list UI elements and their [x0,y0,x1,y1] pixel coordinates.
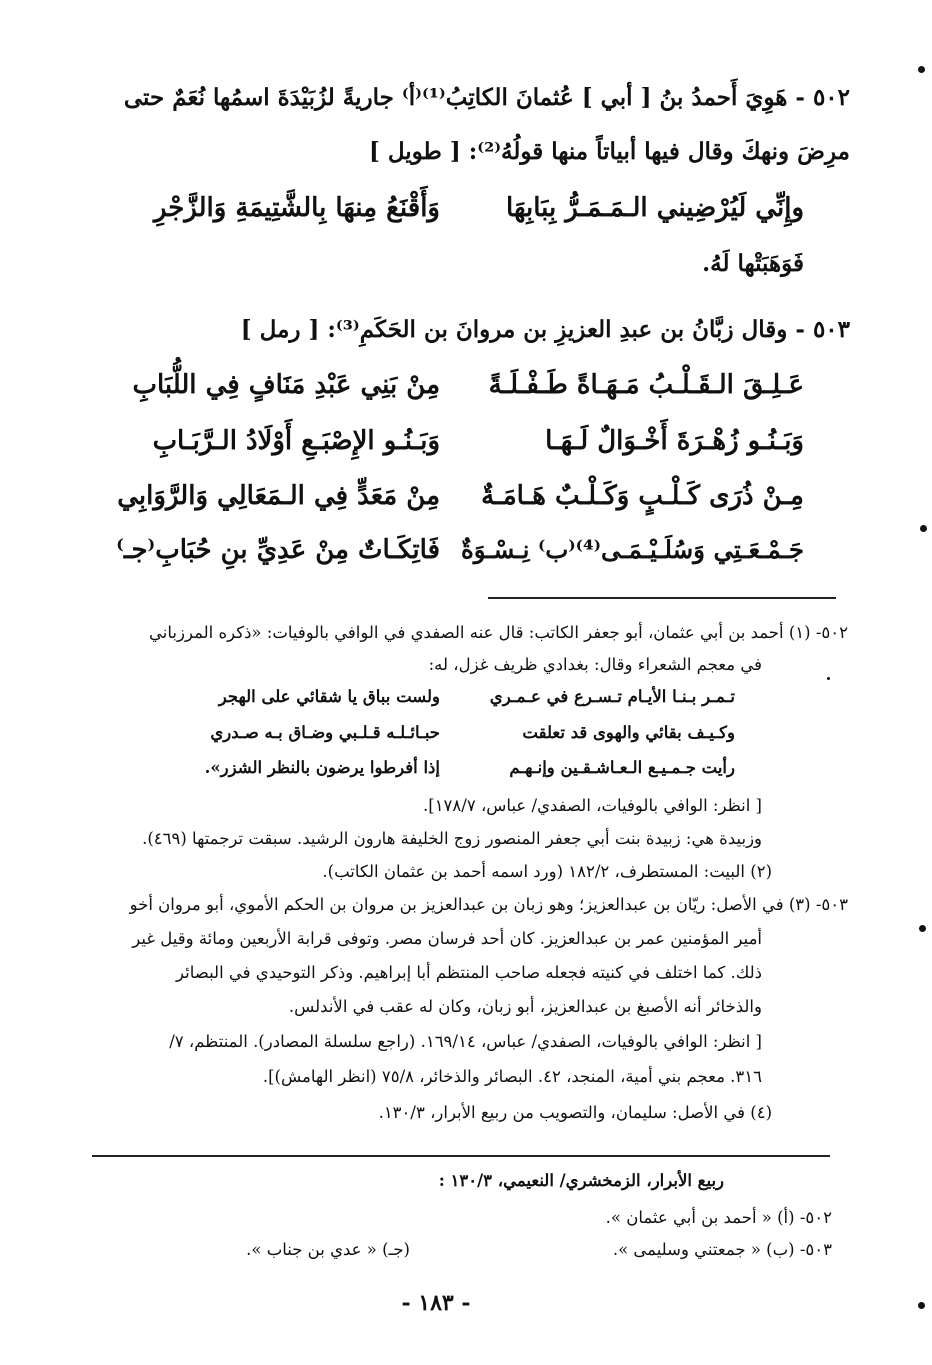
variant-503-b: ٥٠٣- (ب) « جمعتني وسليمى ». [612,1240,832,1259]
footnote-503-3-line-3: ذلك. كما اختلف في كنيته فجعله صاحب المنتظم أبا إبراهيم. وذكر التوحيدي في البصائر [176,963,762,982]
verse-503-4-first: جَـمْـعَـتِي وَسُلَـيْـمَـى⁽⁴⁾⁽ب⁾ نِـسْـوَةٌ [460,535,804,564]
verse-502-first-hemistich: وإِنِّي لَيُرْضِيني الـمَـمَـرُّ بِبَابِهَا [506,193,804,223]
footnote-poem-3-first: رأيت جـمـيـع الـعـاشـقـين وإنـهـم [509,758,735,777]
variants-source: ربيع الأبرار، الزمخشري/ النعيمي، ١٣٠/٣ : [438,1171,724,1190]
footnote-poem-2-second: حبـائـلـه قـلـبي وضـاق بـه صـدري [210,723,440,742]
footnote-503-3-line-4: والذخائر أنه الأصبغ بن عبدالعزيز، أبو زبان، وكان له عقب في الأندلس. [288,997,762,1016]
entry-502-line-1: ٥٠٢ - هَوِيَ أَحمدُ بنُ [ أبي ] عُثمانَ الكاتِبُ⁽¹⁾⁽أ⁾ جاريةً لزُبَيْدَةَ اسمُها نُعَمٌ حتى [123,84,850,111]
verse-503-2-first: وَبَـنُـو زُهْـرَةَ أَخْـوَالٌ لَـهَـا [545,426,804,456]
footnote-separator [488,597,836,599]
footnote-poem-1-first: تـمـر بـنـا الأيـام تـسـرع في عـمـري [489,687,735,706]
footnote-503-3-line-2: أمير المؤمنين عمر بن عبدالعزيز. كان أحد فرسان مصر. وتوفى قرابة الأربعين ومائة وقيل غير [132,929,762,948]
verse-502-second-hemistich: وَأَقْنَعُ مِنهَا بِالشَّتِيمَةِ وَالزَّجْرِ [153,193,440,223]
margin-mark [827,677,830,680]
footnote-poem-1-second: ولست بباق يا شقائي على الهجر [218,687,440,706]
variants-separator [92,1155,830,1157]
footnote-502-2: (٢) البيت: المستطرف، ١٨٢/٢ (ورد اسمه أحمد بن عثمان الكاتب). [322,862,772,881]
footnote-503-3-line-1: ٥٠٣- (٣) في الأصل: ريّان بن عبدالعزيز؛ وهو زبان بن عبدالعزيز بن مروان بن الحكم الأموي، أبو مروان أخو [129,895,848,914]
entry-502-line-2: مرِضَ ونهكَ وقال فيها أبياتاً منها قولُهُ⁽²⁾: [ طويل ] [368,138,850,165]
footnote-502-1-ref: [ انظر: الوافي بالوفيات، الصفدي/ عباس، ١٧٨/٧]. [423,796,762,815]
margin-mark [919,925,926,932]
page-number: - ١٨٣ - [401,1290,471,1316]
margin-mark [918,66,925,73]
verse-503-3-first: مِـنْ ذُرَى كَـلْـبٍ وَكَـلْـبٌ هَـامَـةٌ [481,481,804,511]
footnote-502-1-zubayda: وزبيدة هي: زبيدة بنت أبي جعفر المنصور زوج الخليفة هارون الرشيد. سبقت ترجمتها (٤٦٩). [142,829,762,848]
footnote-502-1-line-2: في معجم الشعراء وقال: بغدادي ظريف غزل، له: [428,655,762,674]
variant-502-a: ٥٠٢- (أ) « أحمد بن أبي عثمان ». [605,1208,832,1227]
footnote-503-3-line-6: ٣١٦. معجم بني أمية، المنجد، ٤٢. البصائر والذخائر، ٧٥/٨ (انظر الهامش)]. [262,1067,762,1086]
entry-503-line-1: ٥٠٣ - وقال زبَّانُ بن عبدِ العزيزِ بن مروانَ بن الحَكَمِ⁽³⁾: [ رمل ] [240,316,850,343]
entry-502-closing: فَوَهَبَتْها لَهُ. [702,250,804,277]
margin-mark [920,525,927,532]
footnote-502-1-line-1: ٥٠٢- (١) أحمد بن أبي عثمان، أبو جعفر الكاتب: قال عنه الصفدي في الوافي بالوفيات: «ذكره المرزباني [149,623,848,642]
variant-503-c: (جـ) « عدي بن جناب ». [246,1240,410,1259]
footnote-503-3-line-5: [ انظر: الوافي بالوفيات، الصفدي/ عباس، ١٦٩/١٤. (راجع سلسلة المصادر). المنتظم، ٧/ [169,1032,762,1051]
footnote-503-4: (٤) في الأصل: سليمان، والتصويب من ربيع الأبرار، ١٣٠/٣. [378,1103,772,1122]
footnote-poem-2-first: وكـيـف بقائي والهوى قد تعلقت [522,723,735,742]
verse-503-3-second: مِنْ مَعَدٍّ فِي الـمَعَالِي وَالرَّوَابِي [117,481,440,511]
margin-mark [918,1302,925,1309]
verse-503-2-second: وَبَـنُـو الإِصْبَـعِ أَوْلَادُ الـرَّبَـابِ [152,426,440,456]
footnote-poem-3-second: إذا أفرطوا يرضون بالنظر الشزر». [204,758,440,777]
verse-503-4-second: فَاتِكَـاتٌ مِنْ عَدِيِّ بنِ حُبَابِ⁽جـ⁾ [116,535,440,565]
verse-503-1-first: عَـلِـقَ الـقَـلْـبُ مَـهَـاةً طَـفْـلَـةً [488,370,804,400]
verse-503-1-second: مِنْ بَنِي عَبْدِ مَنَافٍ فِي اللُّبَابِ [132,370,440,400]
